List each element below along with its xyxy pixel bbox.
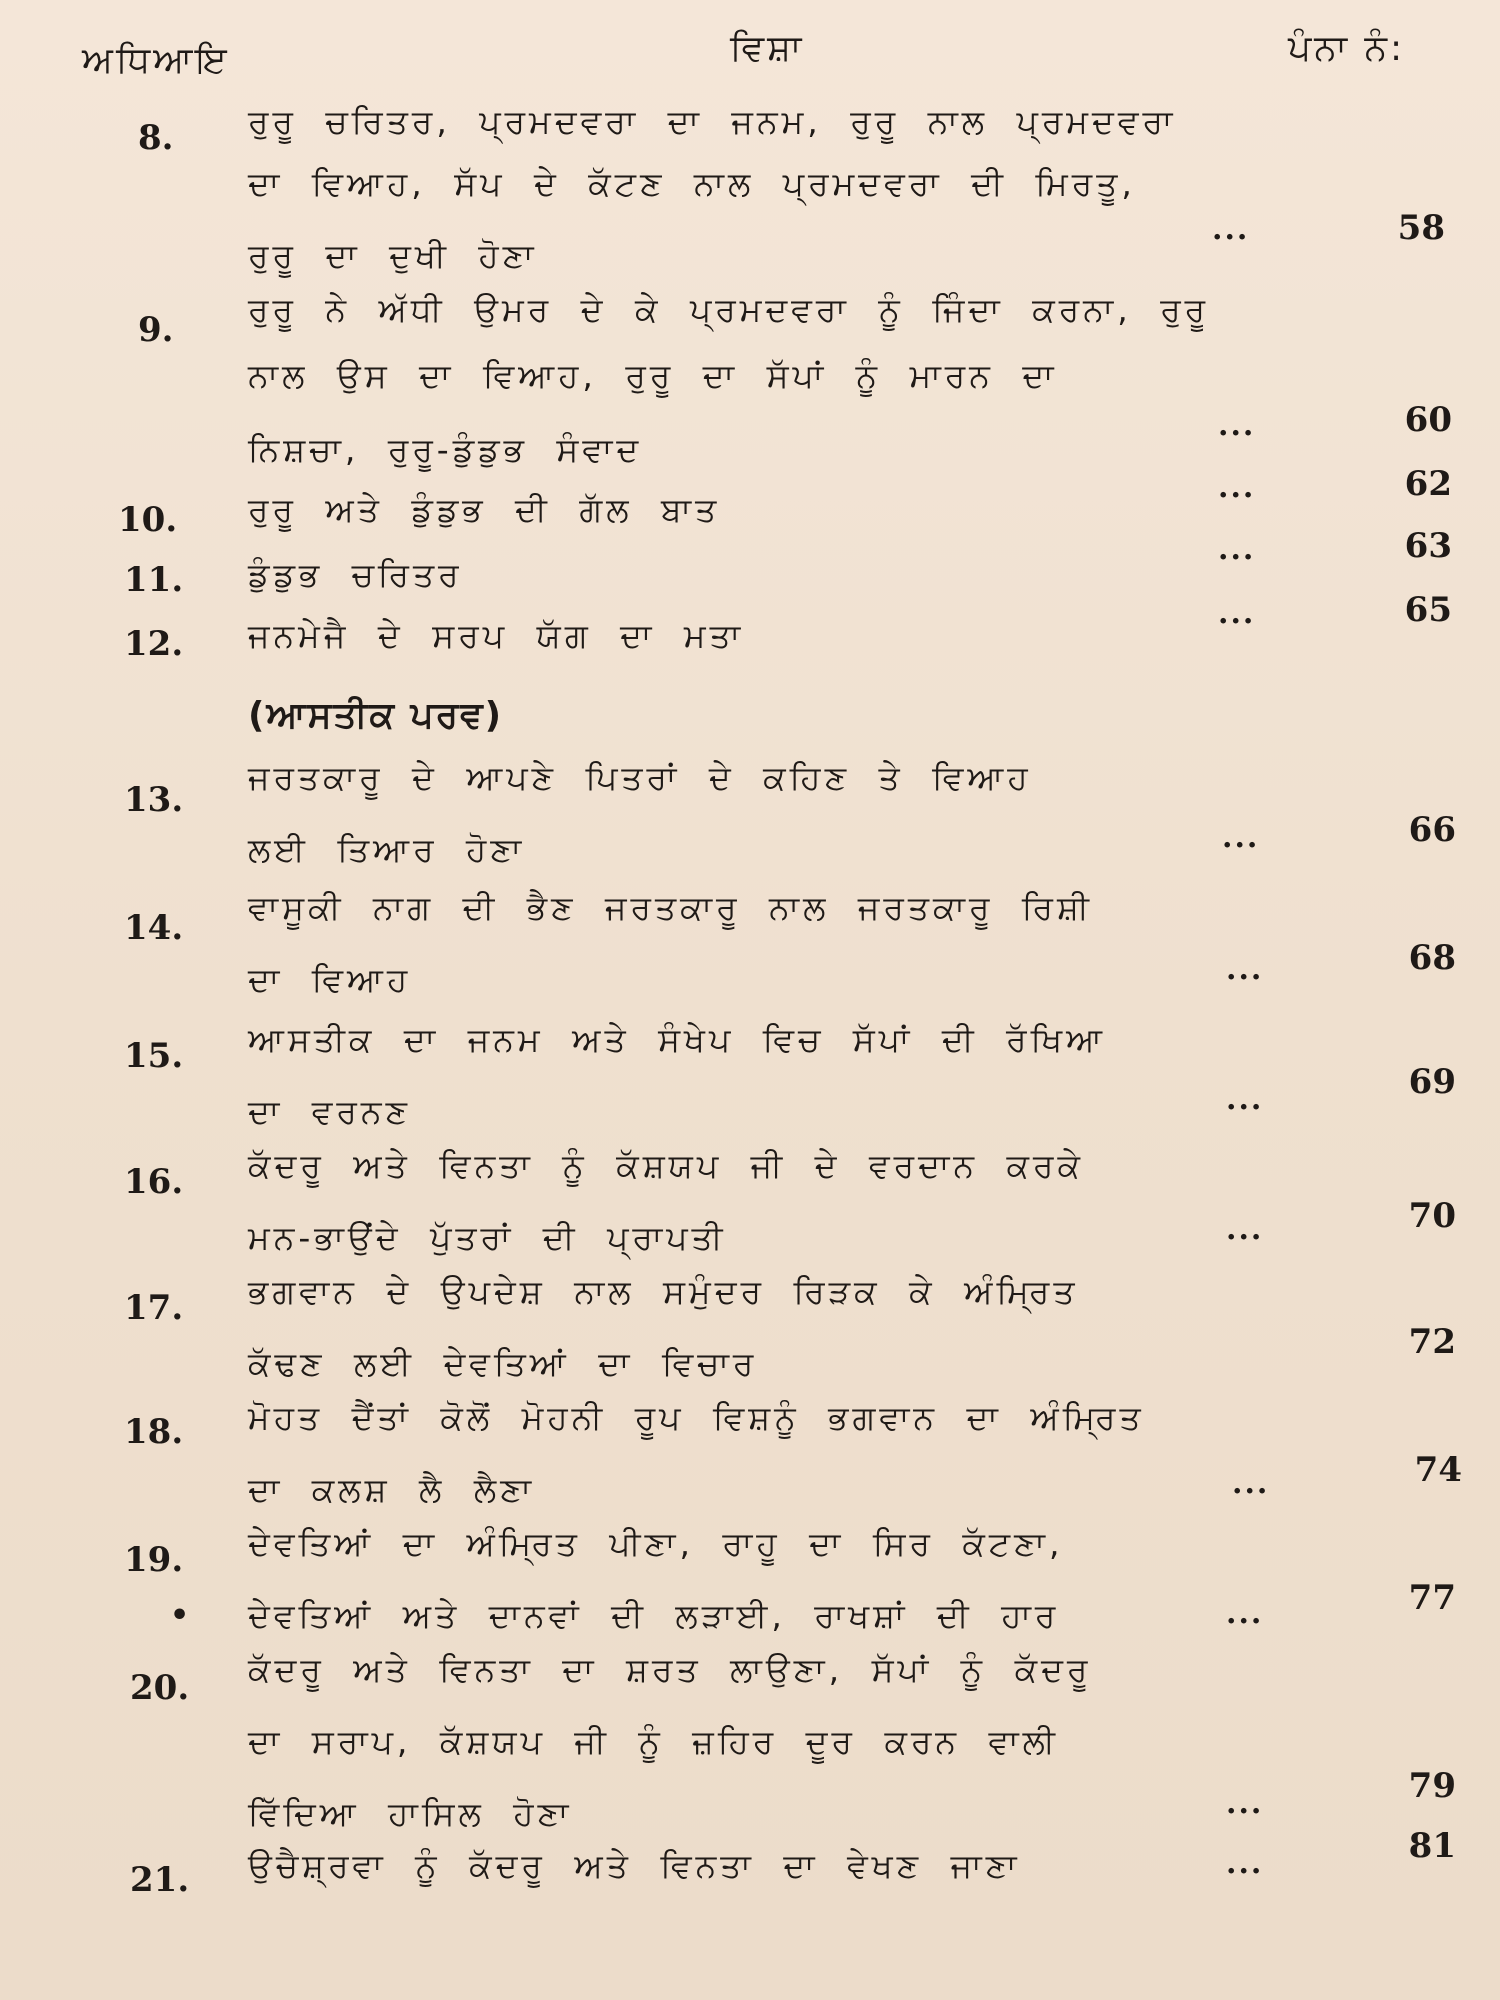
- entry-number: 16.: [124, 1162, 184, 1202]
- entry-page-number: 66: [1408, 810, 1456, 850]
- stray-print-mark: •: [170, 1598, 190, 1633]
- entry-text-line: ਰੁਰੂ ਅਤੇ ਡੁੰਡੁਭ ਦੀ ਗੱਲ ਬਾਤ: [248, 490, 721, 529]
- leader-dots: ...: [1218, 532, 1256, 567]
- leader-dots: ...: [1226, 1082, 1264, 1117]
- entry-text-line: ਡੁੰਡੁਭ ਚਰਿਤਰ: [248, 555, 463, 594]
- entry-text-line: ਮਨ-ਭਾਉਂਦੇ ਪੁੱਤਰਾਂ ਦੀ ਪ੍ਰਾਪਤੀ: [248, 1218, 727, 1257]
- entry-text-line: ਦਾ ਵਿਆਹ, ਸੱਪ ਦੇ ਕੱਟਣ ਨਾਲ ਪ੍ਰਮਦਵਰਾ ਦੀ ਮਿਰਤੂ,: [248, 164, 1136, 203]
- leader-dots: ...: [1226, 1596, 1264, 1631]
- entry-text-line: ਜਰਤਕਾਰੂ ਦੇ ਆਪਣੇ ਪਿਤਰਾਂ ਦੇ ਕਹਿਣ ਤੇ ਵਿਆਹ: [248, 758, 1032, 797]
- entry-text-line: ਉਚੈਸ਼੍ਰਵਾ ਨੂੰ ਕੱਦਰੂ ਅਤੇ ਵਿਨਤਾ ਦਾ ਵੇਖਣ ਜਾਣਾ: [248, 1846, 1021, 1885]
- entry-page-number: 68: [1408, 938, 1456, 978]
- header-page-label: ਪੰਨਾ ਨੰ:: [1288, 28, 1406, 69]
- leader-dots: ...: [1212, 212, 1250, 247]
- entry-page-number: 65: [1404, 590, 1452, 630]
- entry-number: 18.: [124, 1412, 184, 1452]
- entry-number: 10.: [118, 500, 178, 540]
- entry-text-line: ਕੱਦਰੂ ਅਤੇ ਵਿਨਤਾ ਨੂੰ ਕੱਸ਼ਯਪ ਜੀ ਦੇ ਵਰਦਾਨ ਕਰਕੇ: [248, 1146, 1084, 1185]
- entry-text-line: ਕੱਢਣ ਲਈ ਦੇਵਤਿਆਂ ਦਾ ਵਿਚਾਰ: [248, 1344, 758, 1383]
- entry-number: 11.: [124, 560, 184, 600]
- entry-number: 17.: [124, 1288, 184, 1328]
- leader-dots: ...: [1226, 1846, 1264, 1881]
- entry-text-line: ਕੱਦਰੂ ਅਤੇ ਵਿਨਤਾ ਦਾ ਸ਼ਰਤ ਲਾਉਣਾ, ਸੱਪਾਂ ਨੂੰ ਕੱਦਰੂ: [248, 1650, 1092, 1689]
- entry-text-line: ਦੇਵਤਿਆਂ ਦਾ ਅੰਮ੍ਰਿਤ ਪੀਣਾ, ਰਾਹੂ ਦਾ ਸਿਰ ਕੱਟਣਾ,: [248, 1524, 1064, 1563]
- leader-dots: ...: [1226, 1212, 1264, 1247]
- entry-text-line: ਵਿੱਦਿਆ ਹਾਸਿਲ ਹੋਣਾ: [248, 1794, 573, 1833]
- leader-dots: ...: [1226, 1786, 1264, 1821]
- leader-dots: ...: [1218, 596, 1256, 631]
- leader-dots: ...: [1232, 1466, 1270, 1501]
- header-subject-label: ਵਿਸ਼ਾ: [730, 28, 805, 69]
- entry-text-line: ਦਾ ਸਰਾਪ, ਕੱਸ਼ਯਪ ਜੀ ਨੂੰ ਜ਼ਹਿਰ ਦੂਰ ਕਰਨ ਵਾਲੀ: [248, 1722, 1059, 1761]
- entry-page-number: 69: [1408, 1062, 1456, 1102]
- leader-dots: ...: [1218, 408, 1256, 443]
- entry-text-line: ਭਗਵਾਨ ਦੇ ਉਪਦੇਸ਼ ਨਾਲ ਸਮੁੰਦਰ ਰਿੜਕ ਕੇ ਅੰਮ੍ਰਿਤ: [248, 1272, 1079, 1311]
- entry-number: 15.: [124, 1036, 184, 1076]
- entry-page-number: 58: [1397, 208, 1445, 248]
- leader-dots: ...: [1222, 820, 1260, 855]
- entry-text-line: ਲਈ ਤਿਆਰ ਹੋਣਾ: [248, 830, 526, 869]
- entry-number: 20.: [130, 1668, 190, 1708]
- entry-page-number: 60: [1404, 400, 1452, 440]
- leader-dots: ...: [1218, 470, 1256, 505]
- entry-text-line: ਆਸਤੀਕ ਦਾ ਜਨਮ ਅਤੇ ਸੰਖੇਪ ਵਿਚ ਸੱਪਾਂ ਦੀ ਰੱਖਿਆ: [248, 1020, 1107, 1059]
- entry-page-number: 81: [1408, 1826, 1456, 1866]
- entry-page-number: 79: [1408, 1766, 1456, 1806]
- entry-number: 14.: [124, 908, 184, 948]
- entry-number: 13.: [124, 780, 184, 820]
- entry-page-number: 63: [1404, 526, 1452, 566]
- entry-page-number: 70: [1408, 1196, 1456, 1236]
- header-chapter-label: ਅਧਿਆਇ: [82, 40, 230, 81]
- entry-page-number: 62: [1404, 464, 1452, 504]
- entry-number: 12.: [124, 624, 184, 664]
- entry-text-line: ਰੁਰੂ ਚਰਿਤਰ, ਪ੍ਰਮਦਵਰਾ ਦਾ ਜਨਮ, ਰੁਰੂ ਨਾਲ ਪ੍ਰਮਦਵਰਾ: [248, 102, 1177, 141]
- entry-page-number: 72: [1408, 1322, 1456, 1362]
- entry-text-line: ਰੁਰੂ ਦਾ ਦੁਖੀ ਹੋਣਾ: [248, 236, 538, 275]
- entry-number: 21.: [130, 1860, 190, 1900]
- entry-text-line: ਰੁਰੂ ਨੇ ਅੱਧੀ ਉਮਰ ਦੇ ਕੇ ਪ੍ਰਮਦਵਰਾ ਨੂੰ ਜਿੰਦਾ ਕਰਨਾ, ਰੁਰੂ: [248, 290, 1210, 329]
- entry-text-line: ਨਾਲ ਉਸ ਦਾ ਵਿਆਹ, ਰੁਰੂ ਦਾ ਸੱਪਾਂ ਨੂੰ ਮਾਰਨ ਦਾ: [248, 356, 1058, 395]
- entry-page-number: 74: [1414, 1450, 1462, 1490]
- section-heading: (ਆਸਤੀਕ ਪਰਵ): [248, 695, 504, 736]
- entry-number: 9.: [138, 310, 174, 350]
- leader-dots: ...: [1226, 952, 1264, 987]
- entry-number: 19.: [124, 1540, 184, 1580]
- entry-text-line: ਦੇਵਤਿਆਂ ਅਤੇ ਦਾਨਵਾਂ ਦੀ ਲੜਾਈ, ਰਾਖਸ਼ਾਂ ਦੀ ਹਾਰ: [248, 1596, 1060, 1635]
- entry-text-line: ਵਾਸੂਕੀ ਨਾਗ ਦੀ ਭੈਣ ਜਰਤਕਾਰੂ ਨਾਲ ਜਰਤਕਾਰੂ ਰਿਸ਼ੀ: [248, 888, 1093, 927]
- entry-text-line: ਦਾ ਵਿਆਹ: [248, 960, 412, 999]
- entry-page-number: 77: [1408, 1578, 1456, 1618]
- entry-text-line: ਜਨਮੇਜੈ ਦੇ ਸਰਪ ਯੱਗ ਦਾ ਮਤਾ: [248, 616, 745, 655]
- entry-text-line: ਦਾ ਵਰਨਣ: [248, 1092, 411, 1131]
- entry-number: 8.: [138, 118, 174, 158]
- entry-text-line: ਨਿਸ਼ਚਾ, ਰੁਰੂ-ਡੁੰਡੁਭ ਸੰਵਾਦ: [248, 430, 643, 469]
- entry-text-line: ਮੋਹਤ ਦੈਂਤਾਂ ਕੋਲੋਂ ਮੋਹਨੀ ਰੂਪ ਵਿਸ਼ਨੂੰ ਭਗਵਾਨ ਦਾ ਅੰਮ੍ਰਿਤ: [248, 1398, 1145, 1437]
- entry-text-line: ਦਾ ਕਲਸ਼ ਲੈ ਲੈਣਾ: [248, 1470, 536, 1509]
